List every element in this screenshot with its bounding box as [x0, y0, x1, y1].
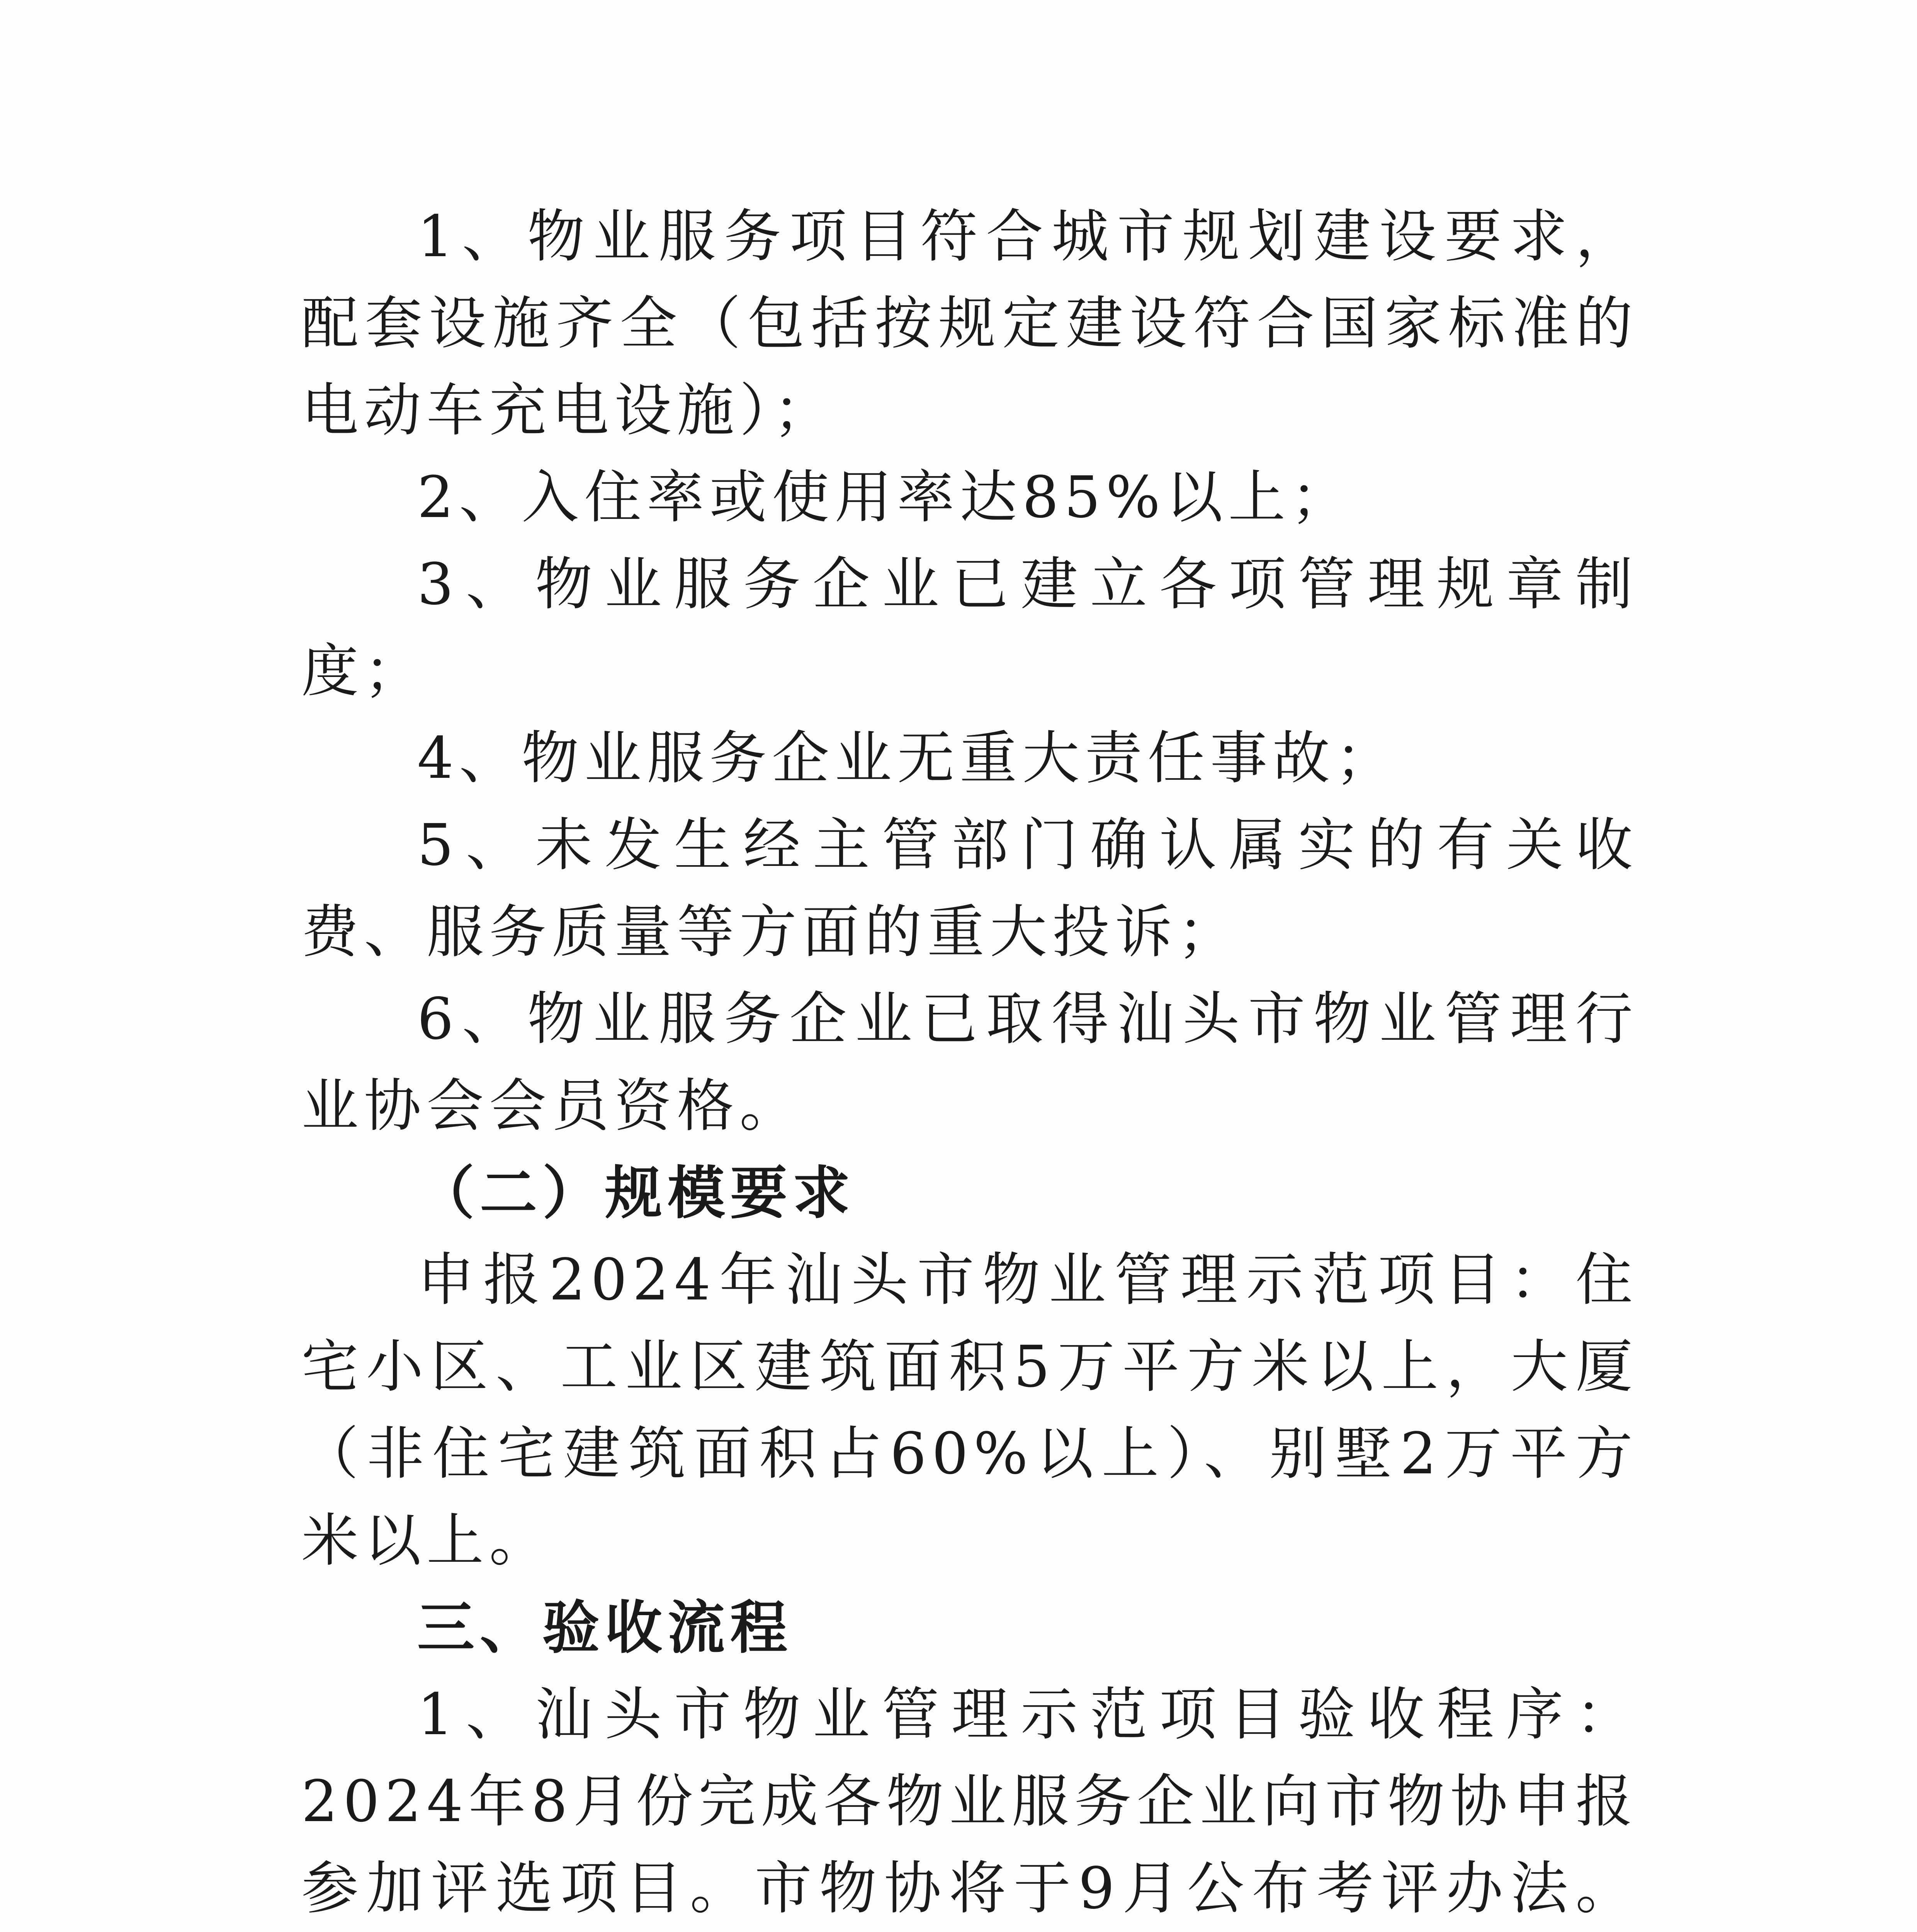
requirement-item-3: 3、物业服务企业已建立各项管理规章制度；	[301, 551, 1638, 704]
requirement-item-6: 6、物业服务企业已取得汕头市物业管理行业协会会员资格。	[301, 986, 1638, 1139]
section-scale-heading: （二）规模要求	[417, 1159, 855, 1226]
document-body	[301, 193, 1638, 1932]
requirement-item-2: 2、入住率或使用率达85%以上；	[417, 464, 1354, 531]
requirement-item-5: 5、未发生经主管部门确认属实的有关收费、服务质量等方面的重大投诉；	[301, 812, 1638, 965]
requirement-item-4: 4、物业服务企业无重大责任事故；	[417, 725, 1398, 791]
requirement-item-1: 1、物业服务项目符合城市规划建设要求，配套设施齐全（包括按规定建设符合国家标准的电动车充电设施）；	[301, 203, 1638, 444]
acceptance-procedure-item-1: 1、汕头市物业管理示范项目验收程序：2024年8月份完成各物业服务企业向市物协申报参加评选项目。市物协将于9月公布考评办法。	[301, 1681, 1638, 1922]
section-three-heading: 三、验收流程	[417, 1594, 793, 1661]
section-scale-text: 申报2024年汕头市物业管理示范项目：住宅小区、工业区建筑面积5万平方米以上，大厦（非住宅建筑面积占60%以上）、别墅2万平方米以上。	[301, 1247, 1638, 1574]
